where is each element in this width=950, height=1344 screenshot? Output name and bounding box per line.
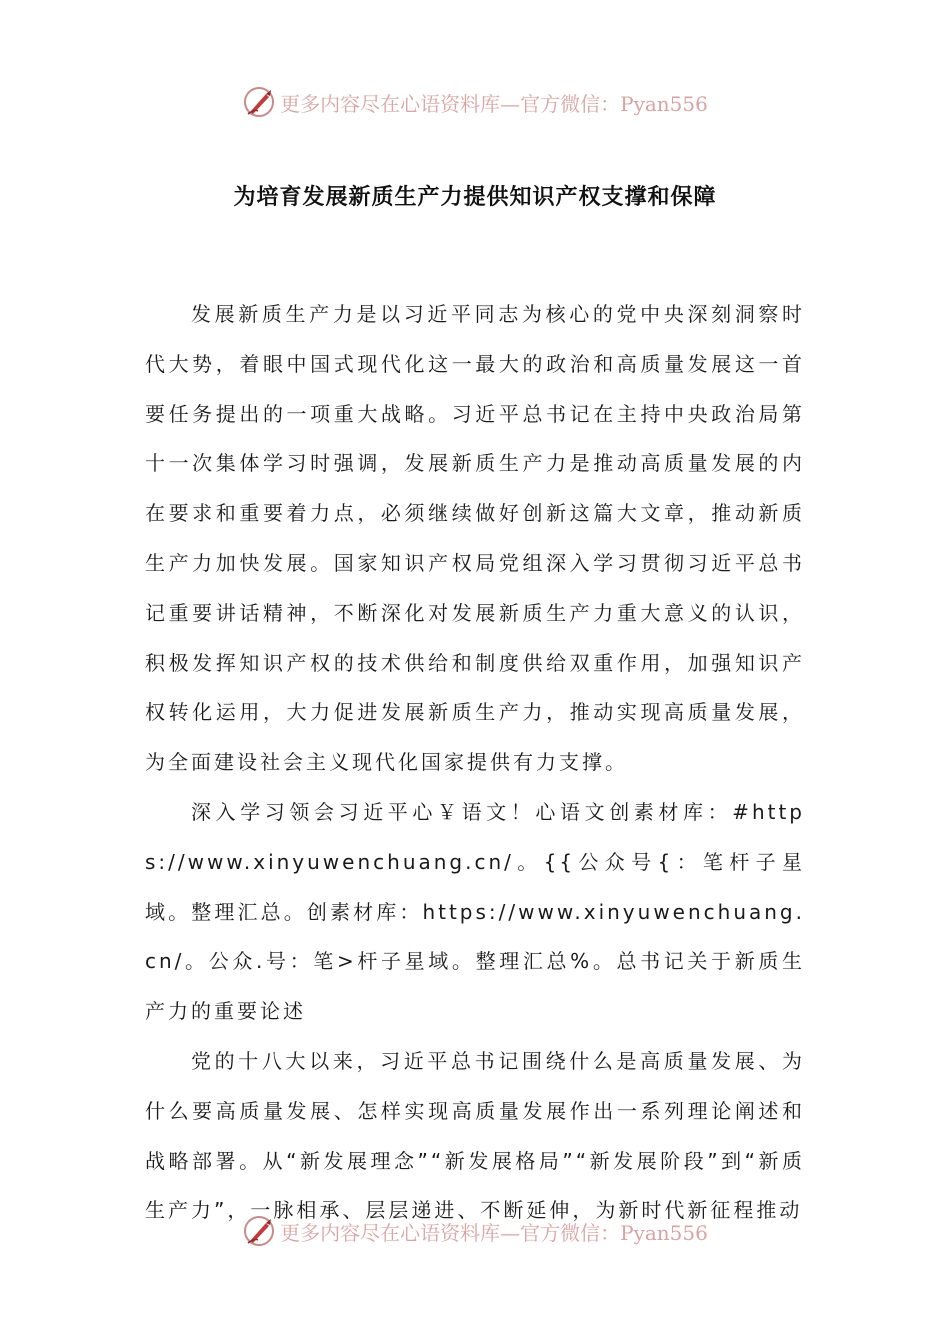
footer-watermark-text: 更多内容尽在心语资料库—官方微信：Pyan556: [280, 1220, 708, 1245]
quill-logo-icon: [242, 1214, 276, 1248]
header-watermark-text: 更多内容尽在心语资料库—官方微信：Pyan556: [280, 91, 708, 116]
document-title: 为培育发展新质生产力提供知识产权支撑和保障: [233, 185, 717, 210]
paragraph: 发展新质生产力是以习近平同志为核心的党中央深刻洞察时代大势，着眼中国式现代化这一最大的政治和高质量发展这一首要任务提出的一项重大战略。习近平总书记在主持中央政治局第十一次集体学习时强调，发展新质生产力是推动高质量发展的内在要求和重要着力点，必须继续做好创新这篇大文章，推动新质生产力加快发展。国家知识产权局党组深入学习贯彻习近平总书记重要讲话精神，不断深化对发展新质生产力重大意义的认识，积极发挥知识产权的技术供给和制度供给双重作用，加强知识产权转化运用，大力促进发展新质生产力，推动实现高质量发展，为全面建设社会主义现代化国家提供有力支撑。: [145, 302, 805, 775]
paragraph: 党的十八大以来，习近平总书记围绕什么是高质量发展、为什么要高质量发展、怎样实现高质量发展作出一系列理论阐述和战略部署。从“新发展理念”“新发展格局”“新发展阶段”到“新质生产力”，一脉相承、层层递进、不断延伸，为新时代新征程推动: [145, 1048, 805, 1223]
footer-watermark-banner: [0, 1211, 950, 1251]
header-watermark-banner: [0, 82, 950, 122]
document-body: [145, 290, 805, 1236]
quill-logo-icon: [242, 85, 276, 119]
paragraph: 深入学习领会习近平心￥语文！心语文创素材库：#https://www.xinyuwenchuang.cn/。{{公众号{：笔杆子星域。整理汇总。创素材库：https://www.xinyuwenchuang.cn/。公众.号：笔>杆子星域。整理汇总%。总书记关于新质生产力的重要论述: [145, 799, 805, 1024]
